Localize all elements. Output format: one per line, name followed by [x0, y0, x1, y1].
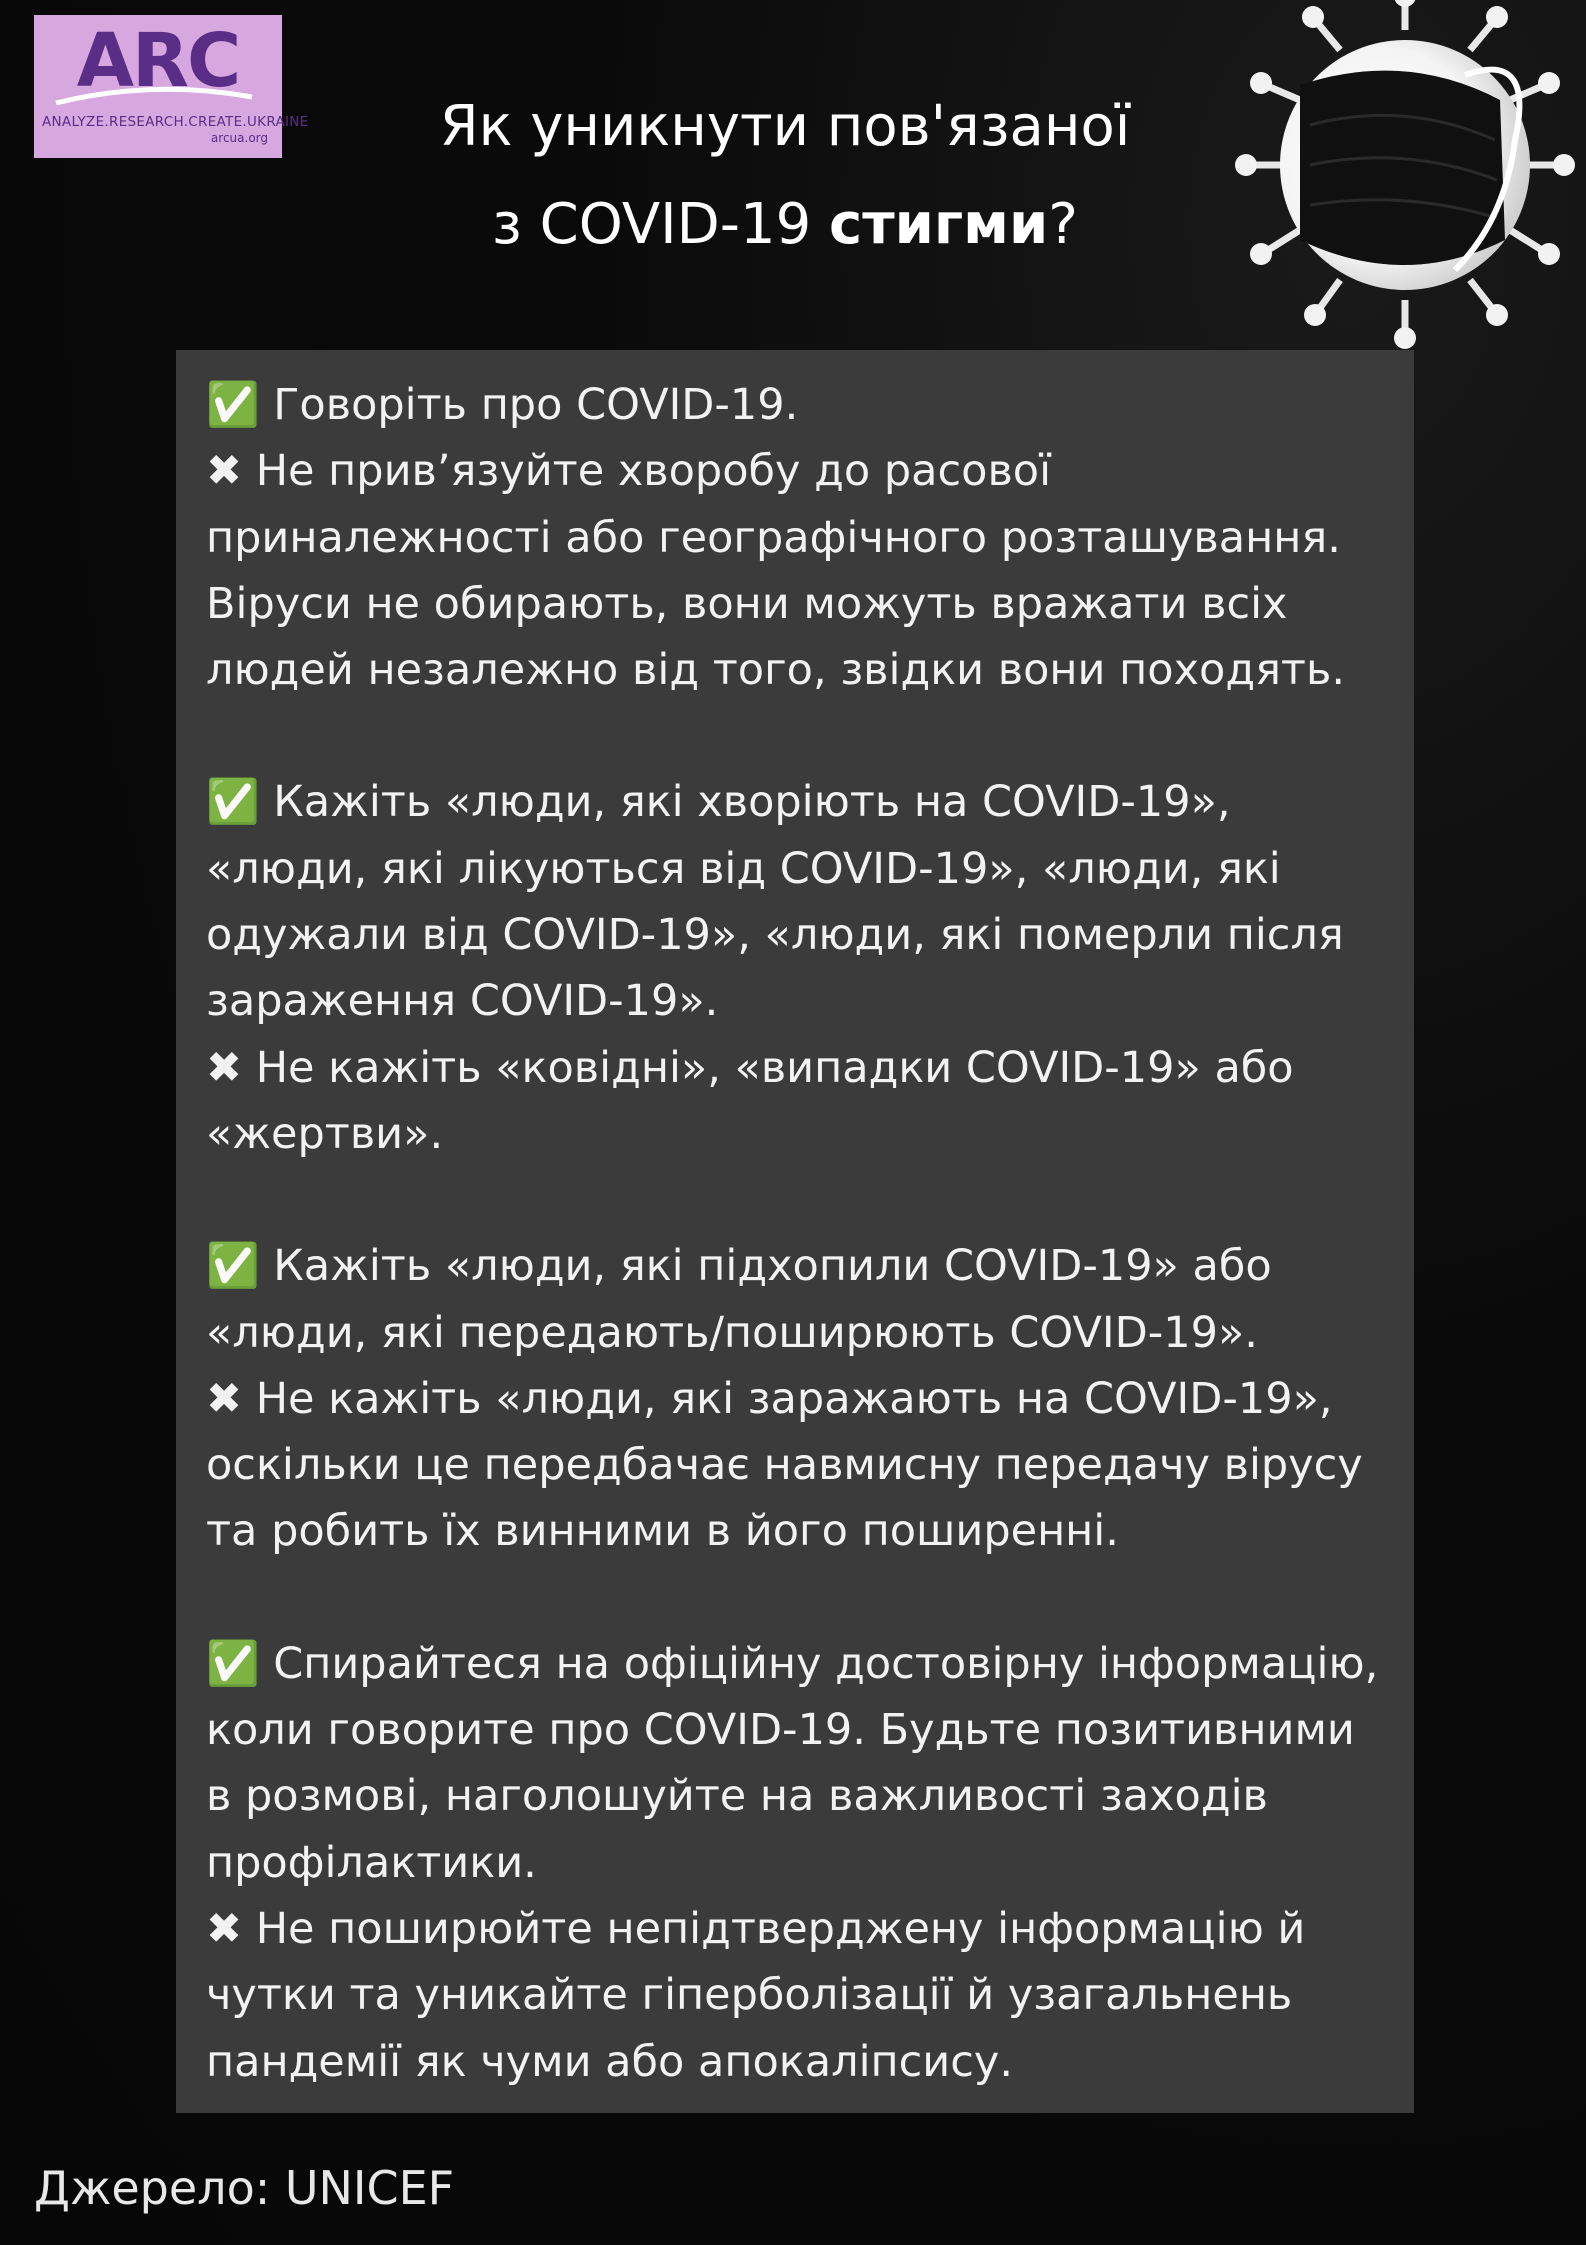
tip-4-line-4: профілактики. [206, 1837, 537, 1888]
tip-3-line-1: ✅ Кажіть «люди, які підхопили COVID-19» або [206, 1241, 1272, 1292]
coronavirus-mask-icon [1205, 0, 1586, 360]
title-line-2-suffix: ? [1048, 192, 1078, 257]
logo-tagline: ANALYZE.RESEARCH.CREATE.UKRAINE [42, 114, 309, 130]
tip-4-line-3: в розмові, наголошуйте на важливості заходів [206, 1771, 1268, 1822]
logo-letters: ARC [76, 18, 240, 104]
tip-block-4 [206, 1631, 1394, 2095]
tip-4-line-7: пандемії як чуми або апокаліпсису. [206, 2036, 1014, 2087]
logo-swoosh-icon [54, 85, 254, 105]
tip-block-2 [206, 769, 1394, 1167]
tip-1-line-4: Віруси не обирають, вони можуть вражати всіх [206, 578, 1288, 629]
tip-4-line-2: коли говорите про COVID-19. Будьте позитивними [206, 1705, 1355, 1756]
tip-1-line-1: ✅ Говоріть про COVID-19. [206, 380, 799, 430]
tip-2-line-3: одужали від COVID-19», «люди, які померли після [206, 910, 1344, 961]
tip-1-line-5: людей незалежно від того, звідки вони походять. [206, 645, 1345, 696]
tip-2-line-4: зараження COVID-19». [206, 976, 719, 1027]
tip-2-line-1: ✅ Кажіть «люди, які хворіють на COVID-19», [206, 777, 1231, 828]
tip-3-line-3: ✖ Не кажіть «люди, які заражають на COVID-19», [206, 1373, 1333, 1424]
tip-4-line-1: ✅ Спирайтеся на офіційну достовірну інформацію, [206, 1638, 1379, 1689]
page-title [320, 78, 1250, 274]
tip-2-line-5: ✖ Не кажіть «ковідні», «випадки COVID-19» або [206, 1042, 1294, 1093]
tip-block-1 [206, 372, 1394, 703]
tip-1-line-2: ✖ Не прив’язуйте хворобу до расової [206, 446, 1052, 497]
tip-4-line-6: чутки та уникайте гіперболізації й узагальнень [206, 1970, 1293, 2021]
source-credit: Джерело: UNICEF [34, 2161, 455, 2215]
tip-2-line-2: «люди, які лікуються від COVID-19», «люди, які [206, 843, 1281, 894]
tip-3-line-5: та робить їх винними в його поширенні. [206, 1506, 1119, 1557]
tip-3-line-2: «люди, які передають/поширюють COVID-19». [206, 1307, 1258, 1358]
arc-logo [34, 15, 309, 158]
title-line-2 [320, 176, 1250, 274]
title-emphasis: стигми [829, 192, 1049, 257]
tip-2-line-6: «жертви». [206, 1108, 444, 1159]
tip-4-line-5: ✖ Не поширюйте непідтверджену інформацію й [206, 1903, 1306, 1954]
tips-card [176, 350, 1414, 2113]
logo-url: arcua.org [210, 131, 268, 145]
tip-3-line-4: оскільки це передбачає навмисну передачу вірусу [206, 1440, 1363, 1491]
title-line-2-prefix: з COVID-19 [492, 192, 830, 257]
tip-1-line-3: приналежності або географічного розташування. [206, 512, 1341, 563]
tip-block-3 [206, 1233, 1394, 1564]
title-line-1: Як уникнути пов'язаної [439, 94, 1131, 159]
